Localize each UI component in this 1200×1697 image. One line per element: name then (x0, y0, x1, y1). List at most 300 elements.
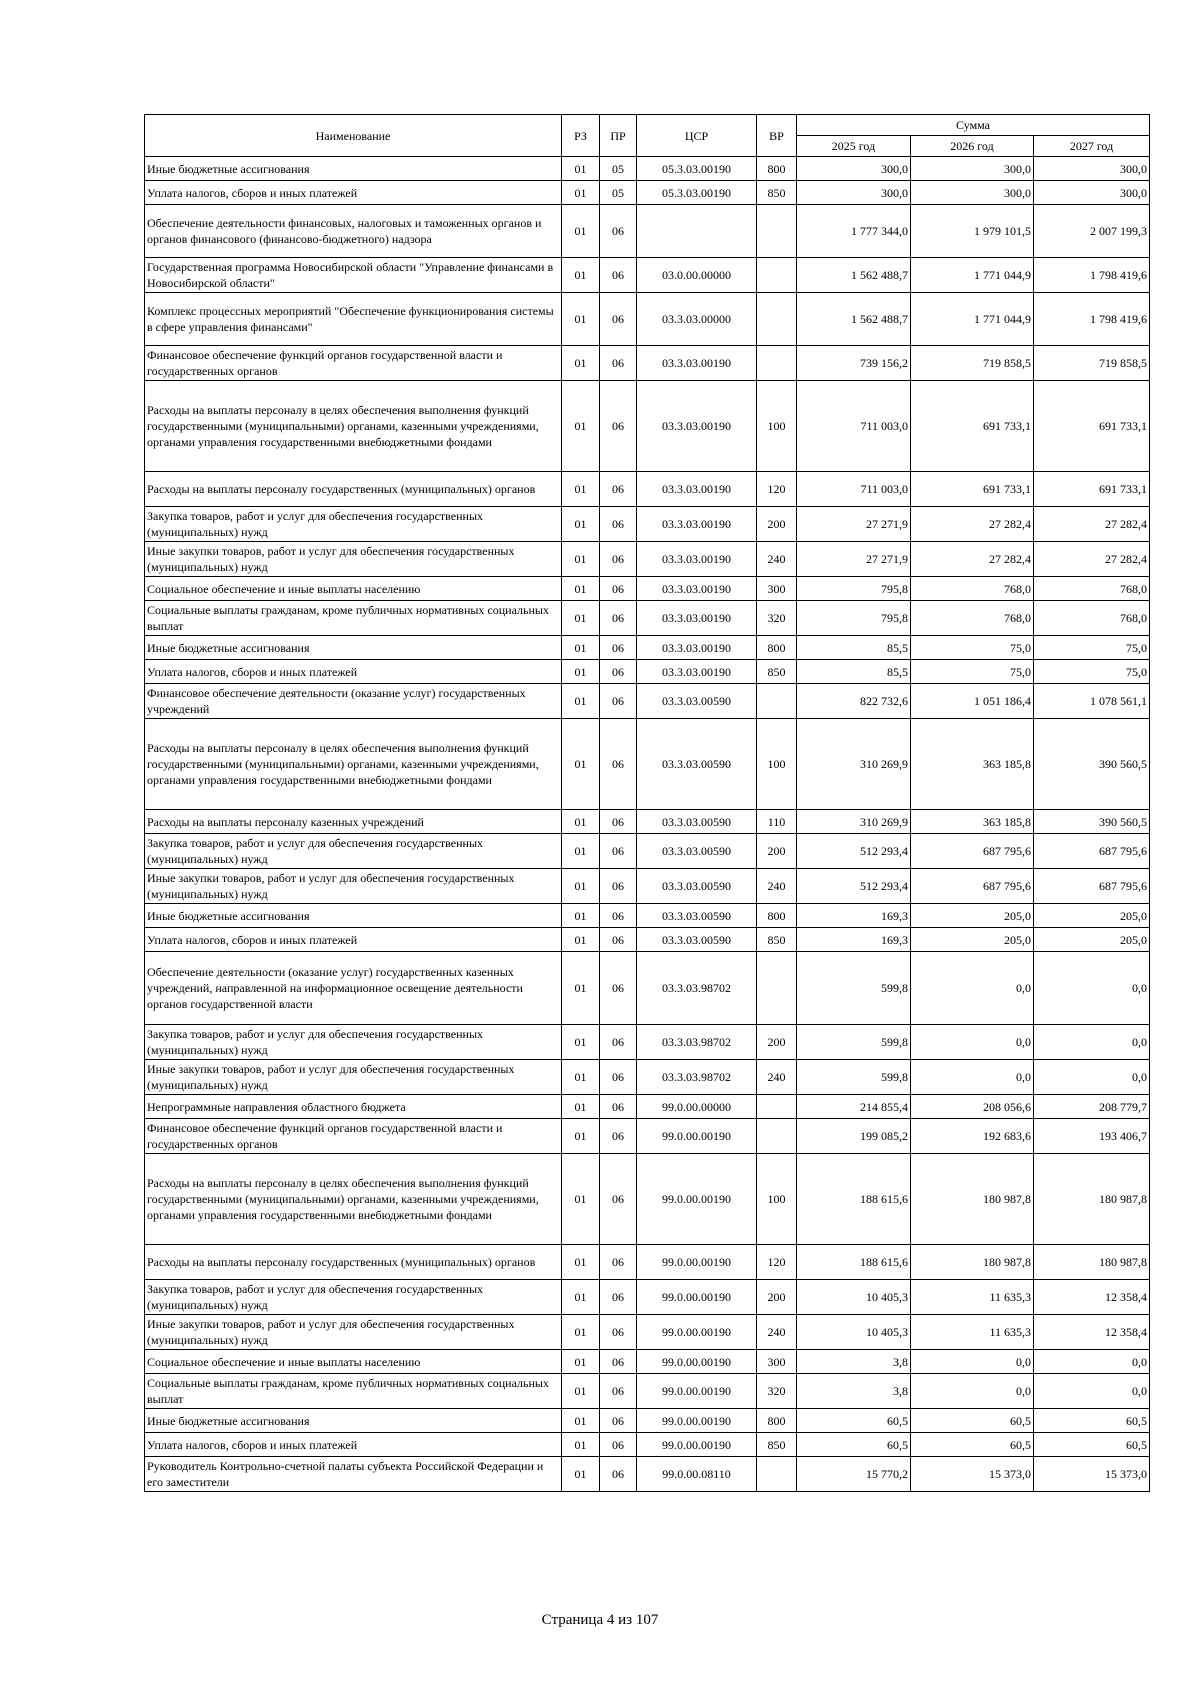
header-sum: Сумма (797, 115, 1150, 136)
row-amount-2026: 1 771 044,9 (911, 293, 1034, 346)
row-csr: 03.3.03.00190 (637, 577, 757, 601)
header-pr: ПР (600, 115, 637, 157)
row-amount-2025: 188 615,6 (797, 1245, 911, 1280)
row-name: Государственная программа Новосибирской области "Управление финансами в Новосибирской области" (145, 258, 562, 293)
table-row (145, 1119, 1150, 1154)
row-amount-2026: 15 373,0 (911, 1457, 1034, 1492)
row-pr: 06 (600, 542, 637, 577)
row-amount-2025: 3,8 (797, 1350, 911, 1374)
row-amount-2026: 11 635,3 (911, 1280, 1034, 1315)
row-csr: 99.0.00.08110 (637, 1457, 757, 1492)
row-amount-2026: 60,5 (911, 1409, 1034, 1433)
table-row (145, 928, 1150, 952)
row-vr: 100 (757, 719, 797, 810)
row-name: Иные закупки товаров, работ и услуг для обеспечения государственных (муниципальных) нужд (145, 1315, 562, 1350)
row-pr: 06 (600, 381, 637, 472)
row-pr: 06 (600, 952, 637, 1025)
row-csr: 03.3.03.00590 (637, 810, 757, 834)
row-vr: 800 (757, 904, 797, 928)
row-amount-2026: 180 987,8 (911, 1154, 1034, 1245)
row-vr: 240 (757, 1315, 797, 1350)
table-row (145, 601, 1150, 636)
row-pr: 06 (600, 810, 637, 834)
table-row (145, 1025, 1150, 1060)
row-csr: 03.3.03.00590 (637, 719, 757, 810)
row-name: Уплата налогов, сборов и иных платежей (145, 181, 562, 205)
row-amount-2025: 711 003,0 (797, 472, 911, 507)
row-name: Расходы на выплаты персоналу в целях обеспечения выполнения функций государственными (муниципальными) органами, казенными учреждениями, органами управления государственными внебюджетными фондами (145, 719, 562, 810)
row-rz: 01 (562, 1245, 600, 1280)
header-vr: ВР (757, 115, 797, 157)
table-row (145, 660, 1150, 684)
row-amount-2025: 512 293,4 (797, 869, 911, 904)
row-vr: 850 (757, 660, 797, 684)
row-rz: 01 (562, 719, 600, 810)
row-amount-2027: 687 795,6 (1034, 869, 1150, 904)
table-row (145, 472, 1150, 507)
header-name: Наименование (145, 115, 562, 157)
row-amount-2026: 27 282,4 (911, 507, 1034, 542)
table-row (145, 507, 1150, 542)
table-row (145, 1315, 1150, 1350)
row-vr (757, 346, 797, 381)
row-vr: 200 (757, 507, 797, 542)
row-csr: 03.3.03.00590 (637, 684, 757, 719)
row-amount-2026: 192 683,6 (911, 1119, 1034, 1154)
row-csr: 03.3.03.00190 (637, 346, 757, 381)
row-csr: 03.3.03.00590 (637, 869, 757, 904)
row-csr: 03.0.00.00000 (637, 258, 757, 293)
row-amount-2027: 0,0 (1034, 1025, 1150, 1060)
row-amount-2025: 85,5 (797, 636, 911, 660)
row-pr: 06 (600, 1060, 637, 1095)
row-name: Уплата налогов, сборов и иных платежей (145, 928, 562, 952)
row-csr: 99.0.00.00190 (637, 1433, 757, 1457)
row-amount-2027: 1 798 419,6 (1034, 293, 1150, 346)
row-csr: 99.0.00.00190 (637, 1280, 757, 1315)
row-name: Социальное обеспечение и иные выплаты населению (145, 1350, 562, 1374)
row-name: Закупка товаров, работ и услуг для обеспечения государственных (муниципальных) нужд (145, 1280, 562, 1315)
row-vr: 300 (757, 1350, 797, 1374)
row-amount-2027: 300,0 (1034, 157, 1150, 181)
row-rz: 01 (562, 1025, 600, 1060)
row-name: Расходы на выплаты персоналу в целях обеспечения выполнения функций государственными (муниципальными) органами, казенными учреждениями, органами управления государственными внебюджетными фондами (145, 381, 562, 472)
row-vr: 850 (757, 928, 797, 952)
table-row (145, 904, 1150, 928)
row-amount-2025: 795,8 (797, 601, 911, 636)
row-vr: 120 (757, 472, 797, 507)
row-csr: 99.0.00.00190 (637, 1315, 757, 1350)
row-rz: 01 (562, 346, 600, 381)
row-amount-2025: 214 855,4 (797, 1095, 911, 1119)
row-csr: 99.0.00.00190 (637, 1154, 757, 1245)
table-row (145, 1154, 1150, 1245)
table-row (145, 346, 1150, 381)
row-amount-2025: 599,8 (797, 1060, 911, 1095)
row-amount-2027: 768,0 (1034, 577, 1150, 601)
row-name: Обеспечение деятельности (оказание услуг) государственных казенных учреждений, направленной на информационное освещение деятельности органов государственной власти (145, 952, 562, 1025)
table-row (145, 1457, 1150, 1492)
row-pr: 06 (600, 928, 637, 952)
row-vr: 120 (757, 1245, 797, 1280)
row-rz: 01 (562, 928, 600, 952)
row-amount-2026: 1 771 044,9 (911, 258, 1034, 293)
row-pr: 06 (600, 869, 637, 904)
row-amount-2027: 0,0 (1034, 1060, 1150, 1095)
row-name: Расходы на выплаты персоналу в целях обеспечения выполнения функций государственными (муниципальными) органами, казенными учреждениями, органами управления государственными внебюджетными фондами (145, 1154, 562, 1245)
row-rz: 01 (562, 293, 600, 346)
row-amount-2026: 60,5 (911, 1433, 1034, 1457)
row-csr: 05.3.03.00190 (637, 181, 757, 205)
row-amount-2026: 180 987,8 (911, 1245, 1034, 1280)
row-amount-2027: 768,0 (1034, 601, 1150, 636)
row-pr: 06 (600, 834, 637, 869)
row-amount-2027: 180 987,8 (1034, 1245, 1150, 1280)
row-name: Обеспечение деятельности финансовых, налоговых и таможенных органов и органов финансового (финансово-бюджетного) надзора (145, 205, 562, 258)
row-amount-2026: 75,0 (911, 660, 1034, 684)
row-amount-2027: 12 358,4 (1034, 1315, 1150, 1350)
row-amount-2027: 691 733,1 (1034, 381, 1150, 472)
row-pr: 06 (600, 1433, 637, 1457)
table-row (145, 181, 1150, 205)
row-amount-2027: 205,0 (1034, 904, 1150, 928)
header-year-2027: 2027 год (1034, 136, 1150, 157)
row-amount-2025: 310 269,9 (797, 810, 911, 834)
row-rz: 01 (562, 810, 600, 834)
row-amount-2027: 0,0 (1034, 952, 1150, 1025)
row-vr: 110 (757, 810, 797, 834)
row-csr: 99.0.00.00190 (637, 1245, 757, 1280)
row-amount-2027: 0,0 (1034, 1350, 1150, 1374)
row-name: Закупка товаров, работ и услуг для обеспечения государственных (муниципальных) нужд (145, 507, 562, 542)
row-vr: 200 (757, 1025, 797, 1060)
row-vr: 320 (757, 1374, 797, 1409)
table-row (145, 719, 1150, 810)
row-rz: 01 (562, 636, 600, 660)
row-csr: 03.3.03.98702 (637, 1060, 757, 1095)
row-rz: 01 (562, 157, 600, 181)
row-pr: 06 (600, 293, 637, 346)
row-pr: 06 (600, 1350, 637, 1374)
row-amount-2027: 300,0 (1034, 181, 1150, 205)
row-amount-2025: 739 156,2 (797, 346, 911, 381)
row-pr: 06 (600, 258, 637, 293)
table-row (145, 1350, 1150, 1374)
row-amount-2025: 27 271,9 (797, 507, 911, 542)
table-row (145, 542, 1150, 577)
row-pr: 06 (600, 1374, 637, 1409)
row-amount-2025: 599,8 (797, 952, 911, 1025)
row-amount-2027: 0,0 (1034, 1374, 1150, 1409)
row-name: Иные бюджетные ассигнования (145, 157, 562, 181)
row-name: Закупка товаров, работ и услуг для обеспечения государственных (муниципальных) нужд (145, 834, 562, 869)
row-amount-2027: 12 358,4 (1034, 1280, 1150, 1315)
row-rz: 01 (562, 1280, 600, 1315)
row-vr: 240 (757, 1060, 797, 1095)
row-rz: 01 (562, 601, 600, 636)
row-pr: 06 (600, 719, 637, 810)
row-name: Иные бюджетные ассигнования (145, 1409, 562, 1433)
row-pr: 06 (600, 1457, 637, 1492)
row-amount-2025: 310 269,9 (797, 719, 911, 810)
row-pr: 06 (600, 1280, 637, 1315)
row-vr (757, 684, 797, 719)
row-csr: 03.3.03.00190 (637, 381, 757, 472)
row-pr: 06 (600, 601, 637, 636)
row-rz: 01 (562, 577, 600, 601)
table-row (145, 869, 1150, 904)
table-row (145, 1280, 1150, 1315)
row-amount-2026: 363 185,8 (911, 810, 1034, 834)
row-amount-2026: 0,0 (911, 952, 1034, 1025)
table-row (145, 1245, 1150, 1280)
row-amount-2026: 768,0 (911, 601, 1034, 636)
row-amount-2025: 3,8 (797, 1374, 911, 1409)
row-vr (757, 952, 797, 1025)
row-pr: 06 (600, 1409, 637, 1433)
row-rz: 01 (562, 1060, 600, 1095)
table-row (145, 1374, 1150, 1409)
row-amount-2025: 795,8 (797, 577, 911, 601)
row-amount-2027: 15 373,0 (1034, 1457, 1150, 1492)
row-amount-2026: 687 795,6 (911, 869, 1034, 904)
row-csr: 03.3.03.00000 (637, 293, 757, 346)
row-amount-2027: 208 779,7 (1034, 1095, 1150, 1119)
row-rz: 01 (562, 1350, 600, 1374)
row-rz: 01 (562, 834, 600, 869)
row-amount-2027: 205,0 (1034, 928, 1150, 952)
row-rz: 01 (562, 181, 600, 205)
row-name: Уплата налогов, сборов и иных платежей (145, 1433, 562, 1457)
row-amount-2026: 691 733,1 (911, 381, 1034, 472)
row-name: Комплекс процессных мероприятий "Обеспечение функционирования системы в сфере управления финансами" (145, 293, 562, 346)
row-csr: 03.3.03.00590 (637, 904, 757, 928)
row-pr: 06 (600, 904, 637, 928)
row-amount-2025: 300,0 (797, 157, 911, 181)
row-csr: 03.3.03.00590 (637, 928, 757, 952)
row-vr: 100 (757, 381, 797, 472)
header-year-2026: 2026 год (911, 136, 1034, 157)
row-name: Расходы на выплаты персоналу казенных учреждений (145, 810, 562, 834)
row-pr: 06 (600, 346, 637, 381)
row-pr: 06 (600, 1315, 637, 1350)
row-pr: 06 (600, 1119, 637, 1154)
row-amount-2026: 300,0 (911, 157, 1034, 181)
row-pr: 06 (600, 1245, 637, 1280)
row-amount-2027: 691 733,1 (1034, 472, 1150, 507)
row-amount-2027: 1 078 561,1 (1034, 684, 1150, 719)
row-vr: 200 (757, 834, 797, 869)
row-amount-2027: 60,5 (1034, 1433, 1150, 1457)
row-pr: 06 (600, 660, 637, 684)
row-rz: 01 (562, 1433, 600, 1457)
row-csr: 99.0.00.00000 (637, 1095, 757, 1119)
row-rz: 01 (562, 952, 600, 1025)
row-amount-2026: 719 858,5 (911, 346, 1034, 381)
row-vr: 850 (757, 1433, 797, 1457)
row-amount-2025: 15 770,2 (797, 1457, 911, 1492)
row-csr: 03.3.03.00190 (637, 542, 757, 577)
row-vr: 240 (757, 869, 797, 904)
row-rz: 01 (562, 1095, 600, 1119)
row-name: Иные бюджетные ассигнования (145, 904, 562, 928)
row-amount-2025: 1 777 344,0 (797, 205, 911, 258)
table-row (145, 1060, 1150, 1095)
row-name: Финансовое обеспечение деятельности (оказание услуг) государственных учреждений (145, 684, 562, 719)
row-amount-2026: 768,0 (911, 577, 1034, 601)
table-row (145, 1095, 1150, 1119)
row-pr: 06 (600, 684, 637, 719)
row-rz: 01 (562, 542, 600, 577)
row-csr: 03.3.03.00190 (637, 601, 757, 636)
table-row (145, 293, 1150, 346)
table-row (145, 834, 1150, 869)
table-row (145, 258, 1150, 293)
row-amount-2025: 711 003,0 (797, 381, 911, 472)
row-amount-2027: 75,0 (1034, 660, 1150, 684)
row-amount-2027: 1 798 419,6 (1034, 258, 1150, 293)
row-name: Финансовое обеспечение функций органов государственной власти и государственных органов (145, 346, 562, 381)
row-amount-2026: 208 056,6 (911, 1095, 1034, 1119)
row-csr: 03.3.03.98702 (637, 952, 757, 1025)
row-vr (757, 205, 797, 258)
header-csr: ЦСР (637, 115, 757, 157)
row-csr: 99.0.00.00190 (637, 1374, 757, 1409)
row-csr: 03.3.03.00190 (637, 507, 757, 542)
row-amount-2025: 27 271,9 (797, 542, 911, 577)
row-csr: 03.3.03.00590 (637, 834, 757, 869)
row-rz: 01 (562, 1315, 600, 1350)
row-name: Социальные выплаты гражданам, кроме публичных нормативных социальных выплат (145, 601, 562, 636)
row-amount-2027: 390 560,5 (1034, 810, 1150, 834)
row-amount-2025: 169,3 (797, 904, 911, 928)
row-amount-2025: 188 615,6 (797, 1154, 911, 1245)
row-amount-2027: 193 406,7 (1034, 1119, 1150, 1154)
table-row (145, 381, 1150, 472)
row-amount-2027: 687 795,6 (1034, 834, 1150, 869)
row-pr: 06 (600, 1154, 637, 1245)
row-rz: 01 (562, 684, 600, 719)
table-row (145, 205, 1150, 258)
row-amount-2025: 599,8 (797, 1025, 911, 1060)
row-csr: 99.0.00.00190 (637, 1409, 757, 1433)
row-vr (757, 1119, 797, 1154)
row-amount-2027: 2 007 199,3 (1034, 205, 1150, 258)
row-name: Иные бюджетные ассигнования (145, 636, 562, 660)
row-name: Иные закупки товаров, работ и услуг для обеспечения государственных (муниципальных) нужд (145, 1060, 562, 1095)
row-vr: 850 (757, 181, 797, 205)
row-name: Иные закупки товаров, работ и услуг для обеспечения государственных (муниципальных) нужд (145, 542, 562, 577)
row-rz: 01 (562, 381, 600, 472)
row-amount-2026: 75,0 (911, 636, 1034, 660)
row-amount-2025: 169,3 (797, 928, 911, 952)
table-row (145, 157, 1150, 181)
row-rz: 01 (562, 869, 600, 904)
row-amount-2026: 0,0 (911, 1025, 1034, 1060)
row-csr: 03.3.03.98702 (637, 1025, 757, 1060)
row-amount-2026: 1 979 101,5 (911, 205, 1034, 258)
row-vr (757, 1095, 797, 1119)
row-csr: 05.3.03.00190 (637, 157, 757, 181)
row-vr: 300 (757, 577, 797, 601)
row-pr: 05 (600, 157, 637, 181)
row-pr: 06 (600, 205, 637, 258)
row-csr: 03.3.03.00190 (637, 636, 757, 660)
row-vr (757, 1457, 797, 1492)
row-amount-2026: 0,0 (911, 1060, 1034, 1095)
row-amount-2025: 1 562 488,7 (797, 258, 911, 293)
row-csr: 99.0.00.00190 (637, 1119, 757, 1154)
table-row (145, 1409, 1150, 1433)
row-amount-2027: 719 858,5 (1034, 346, 1150, 381)
row-rz: 01 (562, 507, 600, 542)
row-vr: 320 (757, 601, 797, 636)
row-amount-2025: 60,5 (797, 1433, 911, 1457)
table-body (145, 157, 1150, 1492)
header-year-2025: 2025 год (797, 136, 911, 157)
row-rz: 01 (562, 472, 600, 507)
row-rz: 01 (562, 660, 600, 684)
row-name: Расходы на выплаты персоналу государственных (муниципальных) органов (145, 472, 562, 507)
row-rz: 01 (562, 258, 600, 293)
row-pr: 06 (600, 1025, 637, 1060)
row-amount-2027: 60,5 (1034, 1409, 1150, 1433)
row-amount-2027: 180 987,8 (1034, 1154, 1150, 1245)
row-amount-2025: 1 562 488,7 (797, 293, 911, 346)
row-vr (757, 293, 797, 346)
row-pr: 06 (600, 577, 637, 601)
table-row (145, 577, 1150, 601)
row-pr: 06 (600, 1095, 637, 1119)
row-name: Закупка товаров, работ и услуг для обеспечения государственных (муниципальных) нужд (145, 1025, 562, 1060)
row-amount-2026: 205,0 (911, 904, 1034, 928)
row-rz: 01 (562, 1409, 600, 1433)
row-amount-2026: 687 795,6 (911, 834, 1034, 869)
row-name: Социальное обеспечение и иные выплаты населению (145, 577, 562, 601)
row-name: Социальные выплаты гражданам, кроме публичных нормативных социальных выплат (145, 1374, 562, 1409)
row-amount-2025: 60,5 (797, 1409, 911, 1433)
row-rz: 01 (562, 1119, 600, 1154)
row-rz: 01 (562, 1374, 600, 1409)
row-amount-2027: 75,0 (1034, 636, 1150, 660)
row-amount-2025: 199 085,2 (797, 1119, 911, 1154)
row-amount-2027: 27 282,4 (1034, 507, 1150, 542)
table-row (145, 810, 1150, 834)
row-amount-2026: 300,0 (911, 181, 1034, 205)
row-pr: 06 (600, 472, 637, 507)
row-rz: 01 (562, 205, 600, 258)
row-amount-2025: 822 732,6 (797, 684, 911, 719)
budget-table (144, 114, 1150, 1492)
page-number: Страница 4 из 107 (541, 1612, 659, 1628)
row-name: Непрограммные направления областного бюджета (145, 1095, 562, 1119)
table-row (145, 684, 1150, 719)
row-vr: 100 (757, 1154, 797, 1245)
row-vr: 800 (757, 1409, 797, 1433)
row-csr: 99.0.00.00190 (637, 1350, 757, 1374)
row-amount-2026: 27 282,4 (911, 542, 1034, 577)
row-vr: 800 (757, 157, 797, 181)
row-csr: 03.3.03.00190 (637, 660, 757, 684)
row-amount-2026: 691 733,1 (911, 472, 1034, 507)
row-amount-2025: 300,0 (797, 181, 911, 205)
table-header (145, 115, 1150, 157)
row-csr (637, 205, 757, 258)
row-name: Иные закупки товаров, работ и услуг для обеспечения государственных (муниципальных) нужд (145, 869, 562, 904)
row-pr: 05 (600, 181, 637, 205)
row-amount-2026: 11 635,3 (911, 1315, 1034, 1350)
row-amount-2026: 363 185,8 (911, 719, 1034, 810)
